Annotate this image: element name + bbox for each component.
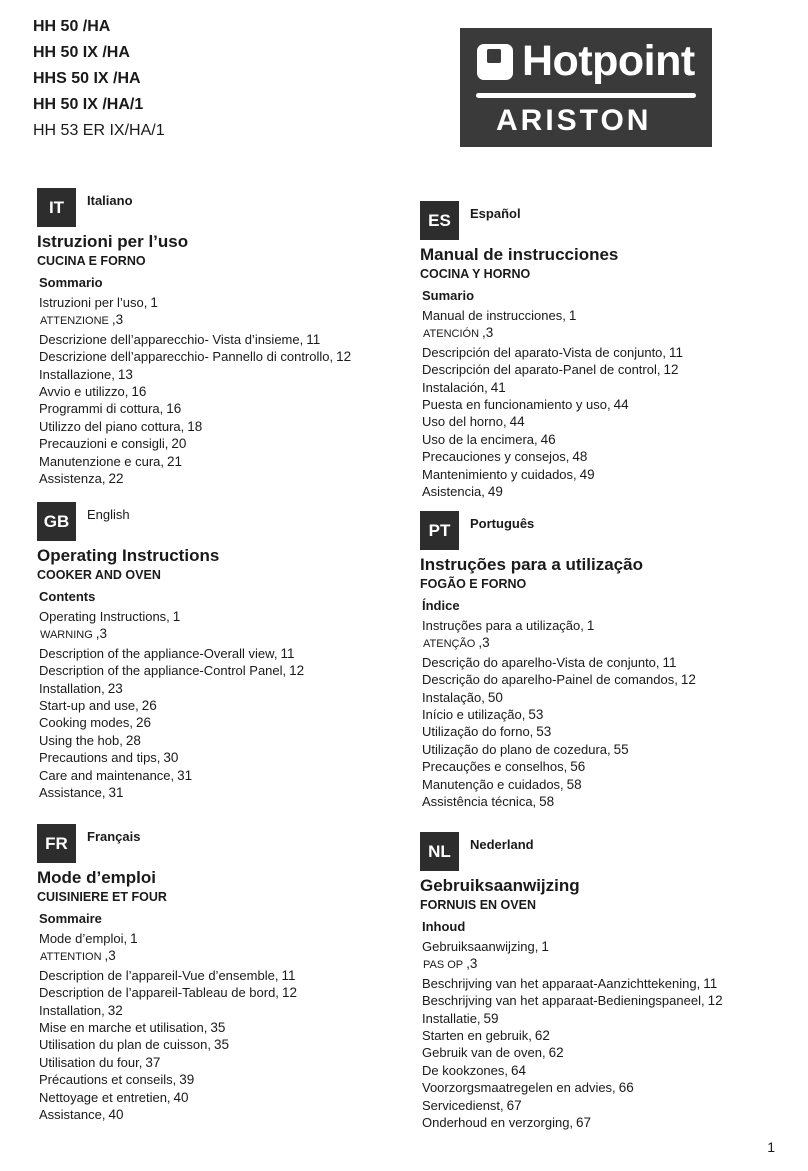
toc-item-label: Programmi di cottura, [39, 401, 164, 417]
toc-item-page: ,3 [111, 312, 124, 328]
toc-item-page: 21 [167, 453, 183, 469]
toc-item-page: 46 [540, 431, 556, 447]
language-name: Italiano [87, 193, 133, 208]
toc-item [422, 466, 683, 483]
toc-item-page: 31 [108, 785, 124, 801]
toc-item [39, 645, 304, 662]
toc-item-page: 66 [618, 1080, 634, 1096]
toc-item-page: 59 [483, 1010, 499, 1026]
section-subtitle: COOKER AND OVEN [37, 568, 161, 582]
toc-item [422, 483, 683, 500]
toc-item [422, 324, 683, 343]
model-list [33, 14, 165, 144]
toc-item-label: Voorzorgsmaatregelen en advies, [422, 1080, 616, 1096]
toc-item-page: 50 [487, 689, 503, 705]
toc-item-page: 31 [177, 767, 193, 783]
toc-heading: Inhoud [422, 919, 466, 934]
toc-item-page: 12 [680, 672, 696, 688]
hotpoint-mark-icon [477, 44, 513, 80]
toc-item-page: 1 [568, 308, 577, 323]
model-name: HH 50 IX /HA [33, 44, 130, 61]
toc-heading: Sumario [422, 288, 475, 303]
toc-item [422, 396, 683, 413]
toc-item-page: 18 [187, 418, 203, 434]
toc-item-page: 62 [534, 1028, 550, 1044]
toc-item-page: 67 [576, 1115, 592, 1131]
logo-brand: Hotpoint [522, 37, 695, 85]
toc-item-page: 1 [130, 931, 138, 946]
section-title: Gebruiksaanwijzing [420, 876, 580, 895]
toc-item-page: 12 [707, 993, 723, 1009]
toc-item-label: Onderhoud en verzorging, [422, 1115, 574, 1131]
toc-item-page: ,3 [478, 635, 490, 651]
toc-item-label: Care and maintenance, [39, 767, 175, 783]
toc-item [39, 625, 304, 644]
toc-item-label: Assistance, [39, 785, 106, 801]
toc-item [422, 1062, 723, 1079]
toc-item-label: ATENCIÓN [423, 328, 480, 341]
toc-item-label: Utilisation du plan de cuisson, [39, 1037, 211, 1053]
toc-item-label: Utilisation du four, [39, 1054, 143, 1070]
toc-item-page: ,3 [95, 626, 108, 642]
toc-item-label: Descrizione dell’apparecchio- Pannello di controllo, [39, 349, 334, 365]
toc-item-label: Installation, [39, 680, 105, 696]
toc-item-page: 37 [145, 1054, 161, 1070]
toc-item [39, 784, 304, 801]
toc-item [39, 714, 304, 731]
toc-item-label: WARNING [40, 629, 93, 642]
toc-item-page: 58 [539, 794, 555, 810]
section-subtitle: COCINA Y HORNO [420, 267, 531, 281]
toc-item-page: 11 [669, 344, 684, 360]
toc-item-page: 56 [570, 759, 586, 775]
toc-item-label: Istruzioni per l’uso, [39, 295, 148, 310]
language-code-badge: FR [37, 824, 76, 863]
language-name: Français [87, 829, 141, 844]
toc-item-label: Uso de la encimera, [422, 431, 538, 447]
toc-item [39, 732, 304, 749]
toc-item [422, 955, 723, 974]
toc-item [422, 689, 696, 706]
toc-item-label: Start-up and use, [39, 698, 139, 714]
toc-item-page: 49 [579, 466, 595, 482]
toc-item-label: Manutenzione e cura, [39, 453, 165, 469]
language-name: Español [470, 206, 521, 221]
toc-item-page: 26 [141, 698, 157, 714]
toc-item-label: Assistenza, [39, 471, 106, 487]
toc-heading: Contents [39, 589, 96, 604]
toc-item-label: Description of the appliance-Overall view, [39, 645, 278, 661]
toc-list [39, 608, 304, 801]
toc-item-page: ,3 [482, 325, 494, 341]
toc-item [39, 294, 351, 311]
toc-item [39, 1054, 297, 1071]
toc-item-label: Utilização do forno, [422, 724, 534, 740]
toc-item-page: 39 [179, 1072, 195, 1088]
model-name: HH 50 IX /HA/1 [33, 96, 144, 113]
toc-item-label: Utilização do plano de cozedura, [422, 741, 611, 757]
toc-item-page: 30 [163, 750, 179, 766]
toc-item-page: 1 [541, 939, 549, 954]
toc-item-page: 35 [214, 1037, 230, 1053]
toc-item [39, 383, 351, 400]
section-title: Operating Instructions [37, 546, 220, 565]
toc-item [422, 379, 683, 396]
toc-item-label: Operating Instructions, [39, 609, 170, 624]
toc-item [422, 776, 696, 793]
toc-item [422, 344, 683, 361]
toc-heading: Sommario [39, 275, 103, 290]
toc-item-page: 40 [108, 1107, 124, 1123]
toc-item-label: Starten en gebruik, [422, 1028, 532, 1044]
toc-item-page: 12 [663, 362, 679, 378]
model-name: HH 53 ER IX/HA/1 [33, 122, 165, 139]
toc-item-page: 12 [281, 985, 297, 1001]
toc-item [39, 453, 351, 470]
toc-item [422, 992, 723, 1009]
toc-item-label: Precautions and tips, [39, 750, 161, 766]
toc-item [39, 749, 304, 766]
toc-item-label: ATTENZIONE [40, 315, 109, 328]
toc-item [422, 1079, 723, 1096]
toc-item [422, 723, 696, 740]
toc-item [422, 671, 696, 688]
toc-item-page: ,3 [466, 956, 478, 972]
toc-item-label: Servicedienst, [422, 1097, 504, 1113]
toc-item [39, 967, 297, 984]
toc-item-label: Nettoyage et entretien, [39, 1089, 171, 1105]
language-code-badge: PT [420, 511, 459, 550]
toc-item [422, 1044, 723, 1061]
toc-item-page: 28 [125, 732, 141, 748]
toc-item-page: 16 [131, 384, 147, 400]
page-number: 1 [767, 1139, 775, 1155]
toc-item-label: Assistance, [39, 1107, 106, 1123]
toc-item-page: 22 [108, 471, 124, 487]
toc-item-label: Mode d’emploi, [39, 931, 128, 946]
toc-item-label: Descripción del aparato-Panel de control, [422, 362, 661, 378]
toc-item-label: Utilizzo del piano cottura, [39, 418, 185, 434]
toc-item-page: 32 [107, 1002, 123, 1018]
toc-item-label: Descripción del aparato-Vista de conjunto, [422, 344, 667, 360]
toc-item-label: Installation, [39, 1002, 105, 1018]
section-title: Mode d’emploi [37, 868, 156, 887]
toc-heading: Sommaire [39, 911, 102, 926]
toc-item [39, 947, 297, 966]
toc-item-label: ATENÇÃO [423, 638, 476, 651]
logo-divider [476, 93, 696, 98]
toc-item [39, 1106, 297, 1123]
toc-item [39, 1089, 297, 1106]
toc-item-label: Manual de instrucciones, [422, 308, 566, 323]
toc-item [39, 767, 304, 784]
toc-item-page: 62 [548, 1045, 564, 1061]
toc-item [422, 617, 696, 634]
toc-item-label: Instalação, [422, 689, 485, 705]
toc-item-label: Precauciones y consejos, [422, 449, 570, 465]
toc-item [39, 1002, 297, 1019]
toc-item-page: 35 [210, 1020, 226, 1036]
toc-item-label: Beschrijving van het apparaat-Aanzichttekening, [422, 975, 701, 991]
toc-item-page: 11 [662, 654, 677, 670]
logo-sub: ARISTON [496, 104, 652, 137]
toc-item-page: 44 [509, 414, 525, 430]
toc-item-label: Início e utilização, [422, 707, 526, 723]
toc-item-label: Descrição do aparelho-Painel de comandos, [422, 672, 678, 688]
toc-item-label: Mantenimiento y cuidados, [422, 466, 577, 482]
section-title: Istruzioni per l’uso [37, 232, 189, 251]
toc-item-label: Gebruiksaanwijzing, [422, 939, 539, 954]
toc-item-page: 1 [150, 295, 158, 310]
toc-item-page: 1 [172, 609, 181, 624]
brand-logo [460, 28, 712, 147]
toc-item [422, 1027, 723, 1044]
toc-item [422, 431, 683, 448]
toc-item-label: Gebruik van de oven, [422, 1045, 546, 1061]
toc-item [39, 608, 304, 625]
toc-item-page: 11 [281, 967, 296, 983]
toc-item-page: 48 [572, 449, 588, 465]
language-code-badge: NL [420, 832, 459, 871]
model-name: HH 50 /HA [33, 18, 111, 35]
toc-item [39, 930, 297, 947]
toc-item [422, 758, 696, 775]
toc-item [422, 448, 683, 465]
toc-item-label: Cooking modes, [39, 715, 133, 731]
toc-item-page: 23 [107, 680, 123, 696]
language-code-badge: IT [37, 188, 76, 227]
toc-item-page: 49 [487, 484, 503, 500]
toc-item-label: Uso del horno, [422, 414, 507, 430]
toc-item-label: Description of the appliance-Control Panel, [39, 663, 287, 679]
toc-item-label: Using the hob, [39, 732, 123, 748]
model-name: HHS 50 IX /HA [33, 70, 141, 87]
toc-item-page: 11 [703, 975, 718, 991]
toc-item-page: 53 [536, 724, 552, 740]
section-subtitle: CUISINIERE ET FOUR [37, 890, 167, 904]
toc-list [39, 294, 351, 487]
toc-item-page: 64 [511, 1062, 527, 1078]
toc-list [422, 307, 683, 500]
toc-item-label: Descrizione dell’apparecchio- Vista d’insieme, [39, 331, 304, 347]
toc-item-page: 13 [117, 366, 133, 382]
toc-item-page: 1 [586, 618, 595, 633]
toc-item-page: 11 [280, 645, 295, 661]
toc-item [422, 307, 683, 324]
section-title: Instruções para a utilização [420, 555, 643, 574]
toc-item-label: ATTENTION [40, 951, 102, 964]
toc-item [422, 634, 696, 653]
toc-item-label: Manutenção e cuidados, [422, 776, 564, 792]
toc-item [39, 400, 351, 417]
toc-item-label: Precauções e conselhos, [422, 759, 568, 775]
toc-item-label: Installazione, [39, 366, 115, 382]
toc-item [39, 331, 351, 348]
section-subtitle: FORNUIS EN OVEN [420, 898, 536, 912]
toc-item-page: 11 [306, 331, 321, 347]
toc-item-label: Precauzioni e consigli, [39, 436, 169, 452]
toc-item-label: Descrição do aparelho-Vista de conjunto, [422, 654, 660, 670]
toc-item-page: 12 [289, 663, 305, 679]
toc-item [422, 975, 723, 992]
toc-item [39, 680, 304, 697]
toc-item [39, 348, 351, 365]
toc-item [39, 984, 297, 1001]
toc-item-page: ,3 [104, 948, 116, 964]
toc-item-label: Puesta en funcionamiento y uso, [422, 397, 611, 413]
toc-item-page: 20 [171, 436, 187, 452]
toc-item [39, 697, 304, 714]
toc-item [422, 706, 696, 723]
toc-item-label: Avvio e utilizzo, [39, 384, 129, 400]
toc-list [422, 617, 696, 810]
toc-list [422, 938, 723, 1131]
toc-item [422, 938, 723, 955]
toc-item [422, 1010, 723, 1027]
toc-item-label: PAS OP [423, 959, 464, 972]
toc-item [39, 1019, 297, 1036]
toc-item [422, 793, 696, 810]
toc-item [422, 361, 683, 378]
toc-item-page: 41 [490, 379, 506, 395]
toc-item [422, 654, 696, 671]
toc-heading: Índice [422, 598, 460, 613]
toc-item [39, 366, 351, 383]
section-subtitle: FOGÃO E FORNO [420, 577, 527, 591]
toc-item [422, 1097, 723, 1114]
language-code-badge: GB [37, 502, 76, 541]
language-name: Nederland [470, 837, 534, 852]
toc-item-label: Instruções para a utilização, [422, 618, 584, 633]
toc-item-page: 40 [173, 1089, 189, 1105]
toc-item [39, 662, 304, 679]
toc-item-page: 12 [336, 349, 352, 365]
section-title: Manual de instrucciones [420, 245, 619, 264]
toc-item-page: 55 [613, 741, 629, 757]
toc-item-label: Assistência técnica, [422, 794, 537, 810]
section-subtitle: CUCINA E FORNO [37, 254, 146, 268]
toc-item [39, 418, 351, 435]
toc-item-page: 44 [613, 397, 629, 413]
language-name: Português [470, 516, 535, 531]
toc-item [422, 413, 683, 430]
toc-item-label: De kookzones, [422, 1062, 508, 1078]
toc-item-label: Beschrijving van het apparaat-Bedieningspaneel, [422, 993, 705, 1009]
toc-item [39, 1036, 297, 1053]
toc-item [422, 1114, 723, 1131]
toc-item-page: 53 [528, 707, 544, 723]
toc-item-label: Instalación, [422, 379, 488, 395]
toc-item-page: 16 [166, 401, 182, 417]
toc-item [422, 741, 696, 758]
toc-item-label: Description de l’appareil-Vue d’ensemble, [39, 967, 279, 983]
toc-item-label: Mise en marche et utilisation, [39, 1020, 208, 1036]
toc-item [39, 1071, 297, 1088]
toc-item-label: Installatie, [422, 1010, 481, 1026]
toc-item-page: 67 [506, 1097, 522, 1113]
toc-item-page: 58 [566, 776, 582, 792]
toc-item [39, 435, 351, 452]
language-code-badge: ES [420, 201, 459, 240]
toc-item-page: 26 [135, 715, 151, 731]
toc-item [39, 470, 351, 487]
toc-item-label: Asistencia, [422, 484, 485, 500]
language-name: English [87, 507, 130, 522]
toc-item [39, 311, 351, 330]
toc-item-label: Description de l’appareil-Tableau de bord, [39, 985, 279, 1001]
toc-list [39, 930, 297, 1123]
toc-item-label: Précautions et conseils, [39, 1072, 177, 1088]
